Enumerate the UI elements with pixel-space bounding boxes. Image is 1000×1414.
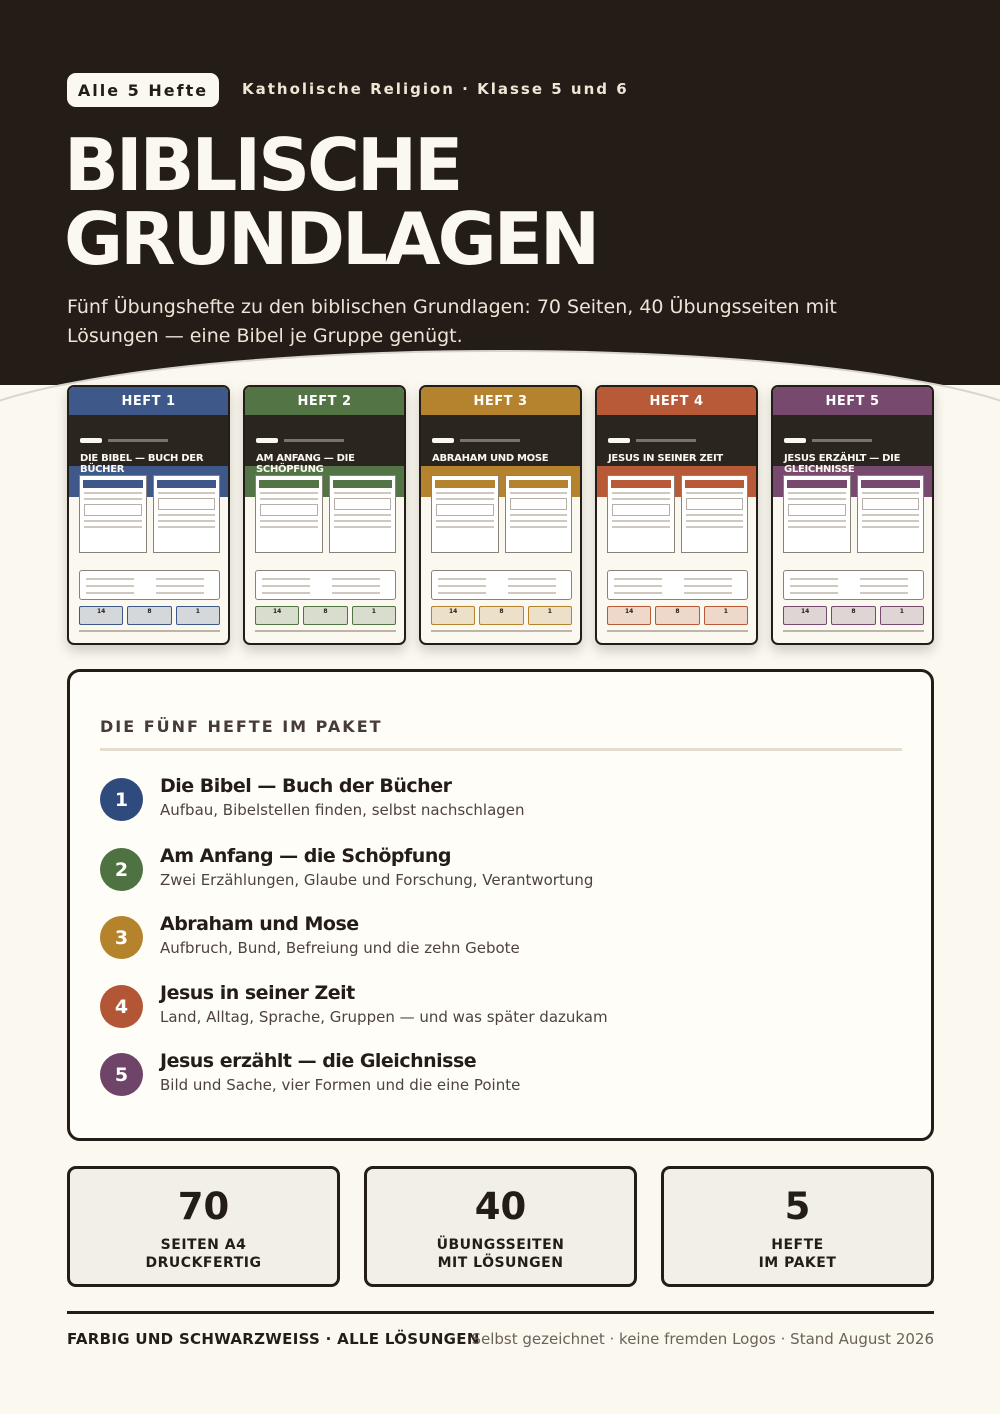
contents-panel — [67, 669, 934, 1141]
cover-stat: 14 — [783, 606, 827, 625]
stat-value: 5 — [784, 1185, 811, 1228]
footer-note: Selbst gezeichnet · keine fremden Logos · Stand August 2026 — [471, 1330, 934, 1348]
cover-heft-3 — [419, 385, 582, 645]
cover-page-preview — [783, 475, 924, 553]
heft-number-badge: 5 — [100, 1053, 143, 1096]
heft-description: Aufbau, Bibelstellen finden, selbst nachschlagen — [160, 801, 525, 819]
stat-label-line: HEFTE — [771, 1237, 824, 1253]
cover-stat: 1 — [704, 606, 748, 625]
heft-description: Zwei Erzählungen, Glaube und Forschung, Verantwortung — [160, 871, 594, 889]
cover-stats — [607, 606, 748, 625]
cover-title: JESUS IN SEINER ZEIT — [608, 453, 723, 464]
cover-heft-5 — [771, 385, 934, 645]
cover-label: HEFT 1 — [69, 387, 228, 415]
heft-list-item — [100, 845, 900, 893]
cover-stat: 8 — [127, 606, 171, 625]
cover-stat: 14 — [79, 606, 123, 625]
cover-stat: 8 — [479, 606, 523, 625]
cover-title: ABRAHAM UND MOSE — [432, 453, 549, 464]
cover-stats — [79, 606, 220, 625]
cover-topic-list — [783, 570, 924, 600]
cover-heft-1 — [67, 385, 230, 645]
cover-stat: 8 — [655, 606, 699, 625]
stat-label — [70, 1236, 337, 1272]
page-title — [64, 123, 598, 281]
cover-stat: 1 — [176, 606, 220, 625]
cover-page-preview — [431, 475, 572, 553]
heft-title: Am Anfang — die Schöpfung — [160, 845, 451, 867]
heft-title: Jesus in seiner Zeit — [160, 982, 355, 1004]
heft-description: Aufbruch, Bund, Befreiung und die zehn Gebote — [160, 939, 520, 957]
cover-label: HEFT 2 — [245, 387, 404, 415]
intro-text: Fünf Übungshefte zu den biblischen Grundlagen: 70 Seiten, 40 Übungsseiten mit Lösungen — eine Bibel je Gruppe genügt. — [67, 296, 837, 347]
cover-topic-list — [255, 570, 396, 600]
heft-list-item — [100, 775, 900, 823]
cover-topic-list — [431, 570, 572, 600]
cover-label: HEFT 3 — [421, 387, 580, 415]
stat-box — [364, 1166, 637, 1287]
heft-title: Jesus erzählt — die Gleichnisse — [160, 1050, 477, 1072]
stat-value: 70 — [177, 1185, 230, 1228]
cover-title: DIE BIBEL — BUCH DER BÜCHER — [80, 453, 204, 475]
title-line-2: GRUNDLAGEN — [64, 197, 598, 281]
heft-number-badge: 2 — [100, 848, 143, 891]
cover-stat: 8 — [831, 606, 875, 625]
heft-title: Die Bibel — Buch der Bücher — [160, 775, 452, 797]
heft-number-badge: 3 — [100, 916, 143, 959]
footer-divider — [67, 1311, 934, 1314]
cover-page-preview — [79, 475, 220, 553]
title-line-1: BIBLISCHE — [64, 123, 461, 207]
heft-number-badge: 4 — [100, 985, 143, 1028]
cover-page-preview — [255, 475, 396, 553]
cover-stat: 1 — [528, 606, 572, 625]
stat-label — [367, 1236, 634, 1272]
stat-label-line: MIT LÖSUNGEN — [437, 1255, 564, 1271]
cover-label: HEFT 4 — [597, 387, 756, 415]
stat-box — [661, 1166, 934, 1287]
cover-title: JESUS ERZÄHLT — DIE GLEICHNISSE — [784, 453, 901, 475]
stat-label-line: IM PAKET — [758, 1255, 837, 1271]
cover-topic-list — [79, 570, 220, 600]
stat-box — [67, 1166, 340, 1287]
panel-title: DIE FÜNF HEFTE IM PAKET — [100, 717, 383, 736]
cover-stat: 1 — [880, 606, 924, 625]
cover-heft-2 — [243, 385, 406, 645]
stat-value: 40 — [474, 1185, 527, 1228]
heft-list-item — [100, 1050, 900, 1098]
stat-label — [664, 1236, 931, 1272]
cover-label: HEFT 5 — [773, 387, 932, 415]
cover-stat: 14 — [607, 606, 651, 625]
stat-label-line: DRUCKFERTIG — [145, 1255, 262, 1271]
cover-gallery — [67, 385, 934, 645]
heft-description: Land, Alltag, Sprache, Gruppen — und was später dazukam — [160, 1008, 608, 1026]
cover-heft-4 — [595, 385, 758, 645]
cover-stats — [255, 606, 396, 625]
subject-label: Katholische Religion · Klasse 5 und 6 — [242, 80, 629, 98]
cover-page-preview — [607, 475, 748, 553]
heft-list-item — [100, 982, 900, 1030]
heft-description: Bild und Sache, vier Formen und die eine Pointe — [160, 1076, 521, 1094]
stat-label-line: SEITEN A4 — [160, 1237, 247, 1253]
series-badge: Alle 5 Hefte — [67, 73, 219, 107]
stat-label-line: ÜBUNGSSEITEN — [436, 1237, 565, 1253]
cover-stats — [783, 606, 924, 625]
heft-list-item — [100, 913, 900, 961]
cover-stats — [431, 606, 572, 625]
cover-stat: 1 — [352, 606, 396, 625]
panel-divider — [100, 748, 902, 751]
cover-topic-list — [607, 570, 748, 600]
footer-features: FARBIG UND SCHWARZWEISS · ALLE LÖSUNGEN — [67, 1330, 480, 1348]
cover-title: AM ANFANG — DIE SCHÖPFUNG — [256, 453, 355, 475]
cover-stat: 14 — [255, 606, 299, 625]
heft-number-badge: 1 — [100, 778, 143, 821]
heft-title: Abraham und Mose — [160, 913, 359, 935]
cover-stat: 14 — [431, 606, 475, 625]
cover-stat: 8 — [303, 606, 347, 625]
